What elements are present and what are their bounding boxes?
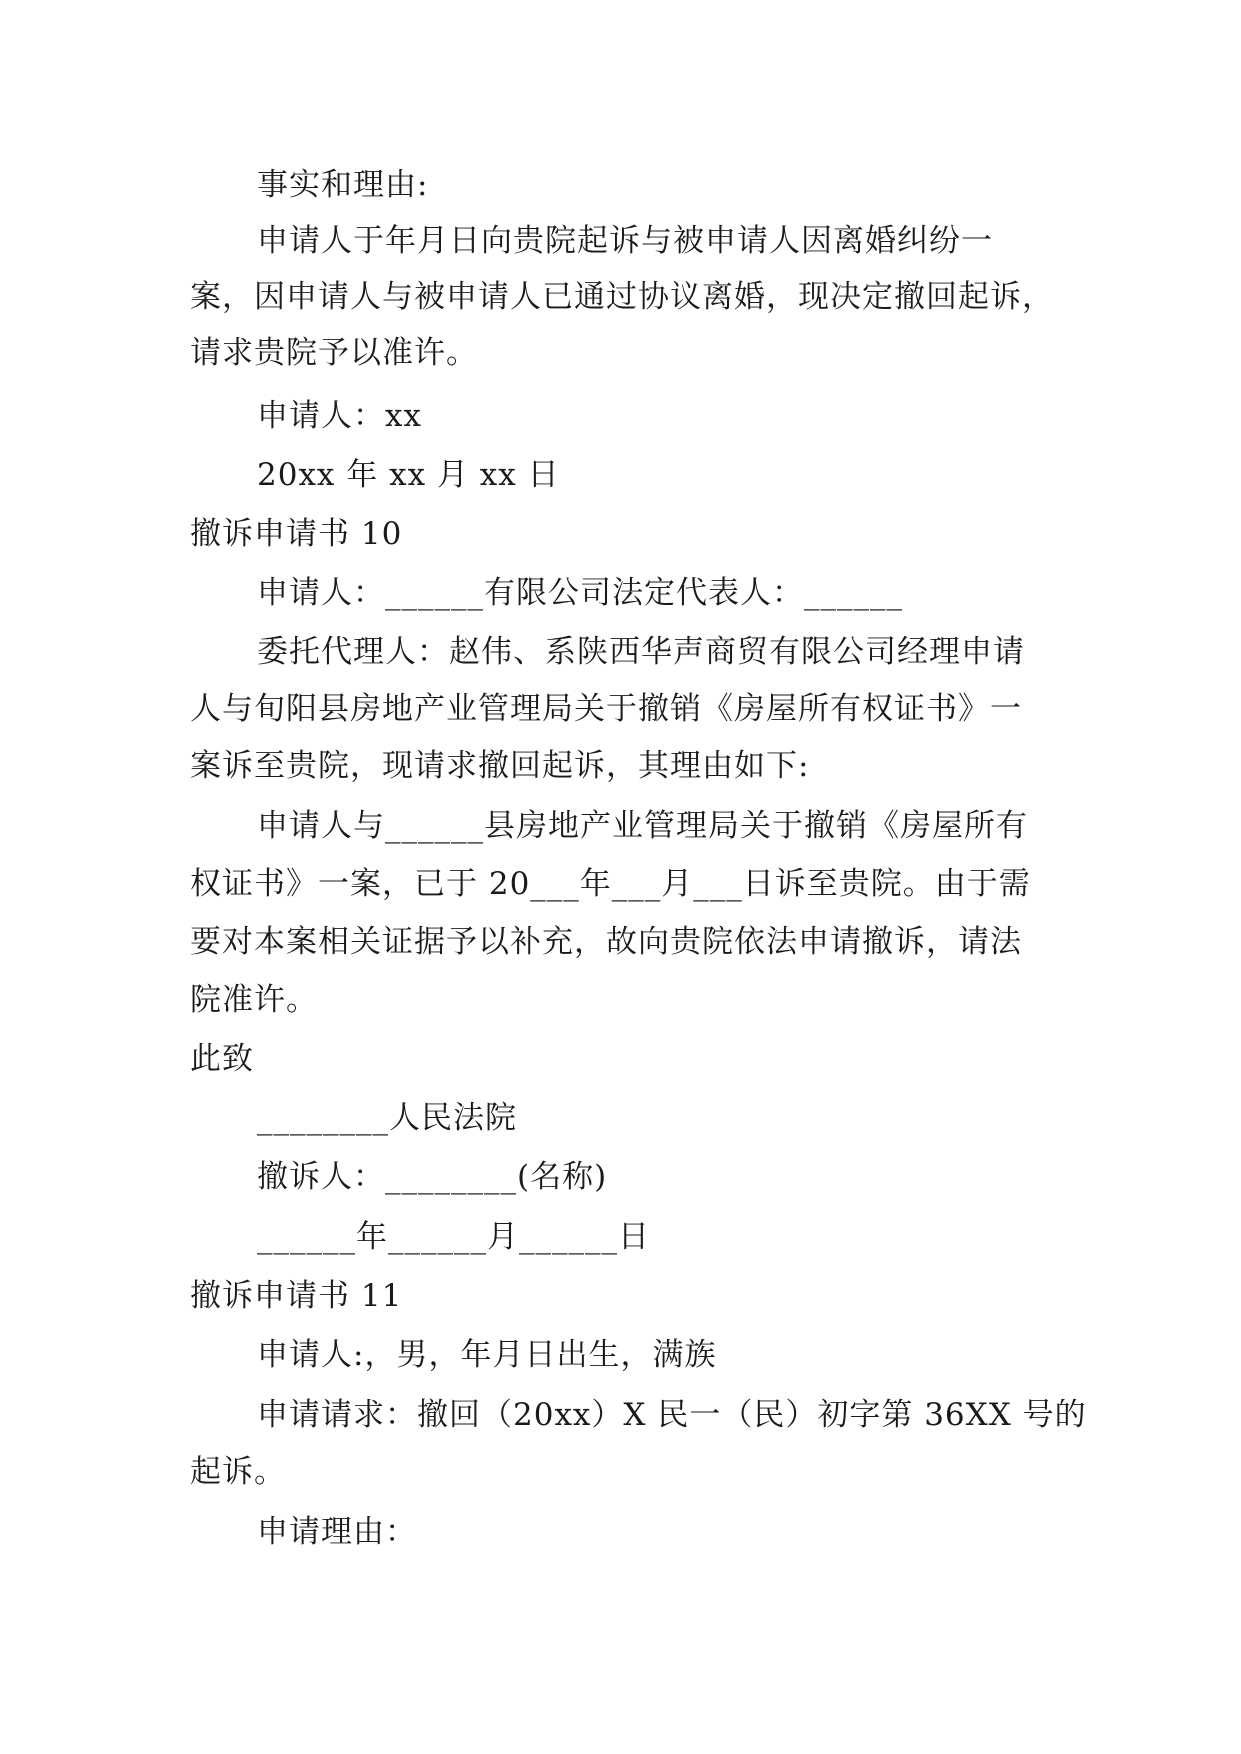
section-label-facts-reasons: 事实和理由: xyxy=(257,167,429,203)
date-line: ______年______月______日 xyxy=(257,1219,650,1255)
paragraph-line: 申请请求：撤回（20xx）X 民一（民）初字第 36XX 号的 xyxy=(257,1397,1087,1433)
court-name-line: ________人民法院 xyxy=(257,1100,517,1136)
paragraph-line: 委托代理人：赵伟、系陕西华声商贸有限公司经理申请 xyxy=(257,634,1025,670)
paragraph-line: 要对本案相关证据予以补充，故向贵院依法申请撤诉，请法 xyxy=(190,924,1022,960)
paragraph-line: 案诉至贵院，现请求撤回起诉，其理由如下: xyxy=(190,748,810,784)
paragraph-line: 申请人与______县房地产业管理局关于撤销《房屋所有 xyxy=(257,808,1028,844)
paragraph-line: 人与旬阳县房地产业管理局关于撤销《房屋所有权证书》一 xyxy=(190,691,1022,727)
paragraph-line: 权证书》一案，已于 20___年___月___日诉至贵院。由于需 xyxy=(190,866,1031,902)
paragraph-line: 申请人于年月日向贵院起诉与被申请人因离婚纠纷一 xyxy=(257,223,993,259)
signature-applicant: 申请人：xx xyxy=(257,398,422,434)
signature-date: 20xx 年 xx 月 xx 日 xyxy=(257,457,560,493)
paragraph-line: 案，因申请人与被申请人已通过协议离婚，现决定撤回起诉， xyxy=(190,279,1054,315)
applicant-line: 申请人：______有限公司法定代表人：______ xyxy=(257,575,903,611)
paragraph-line: 起诉。 xyxy=(190,1454,286,1490)
section-heading-11: 撤诉申请书 11 xyxy=(190,1278,403,1314)
withdrawer-line: 撤诉人：________(名称) xyxy=(257,1159,608,1195)
paragraph-line: 院准许。 xyxy=(190,982,318,1018)
paragraph-line: 请求贵院予以准许。 xyxy=(190,335,478,371)
salutation: 此致 xyxy=(190,1041,254,1077)
section-heading-10: 撤诉申请书 10 xyxy=(190,516,403,552)
section-label-reasons: 申请理由： xyxy=(257,1514,417,1550)
applicant-line: 申请人:，男，年月日出生，满族 xyxy=(257,1337,717,1373)
